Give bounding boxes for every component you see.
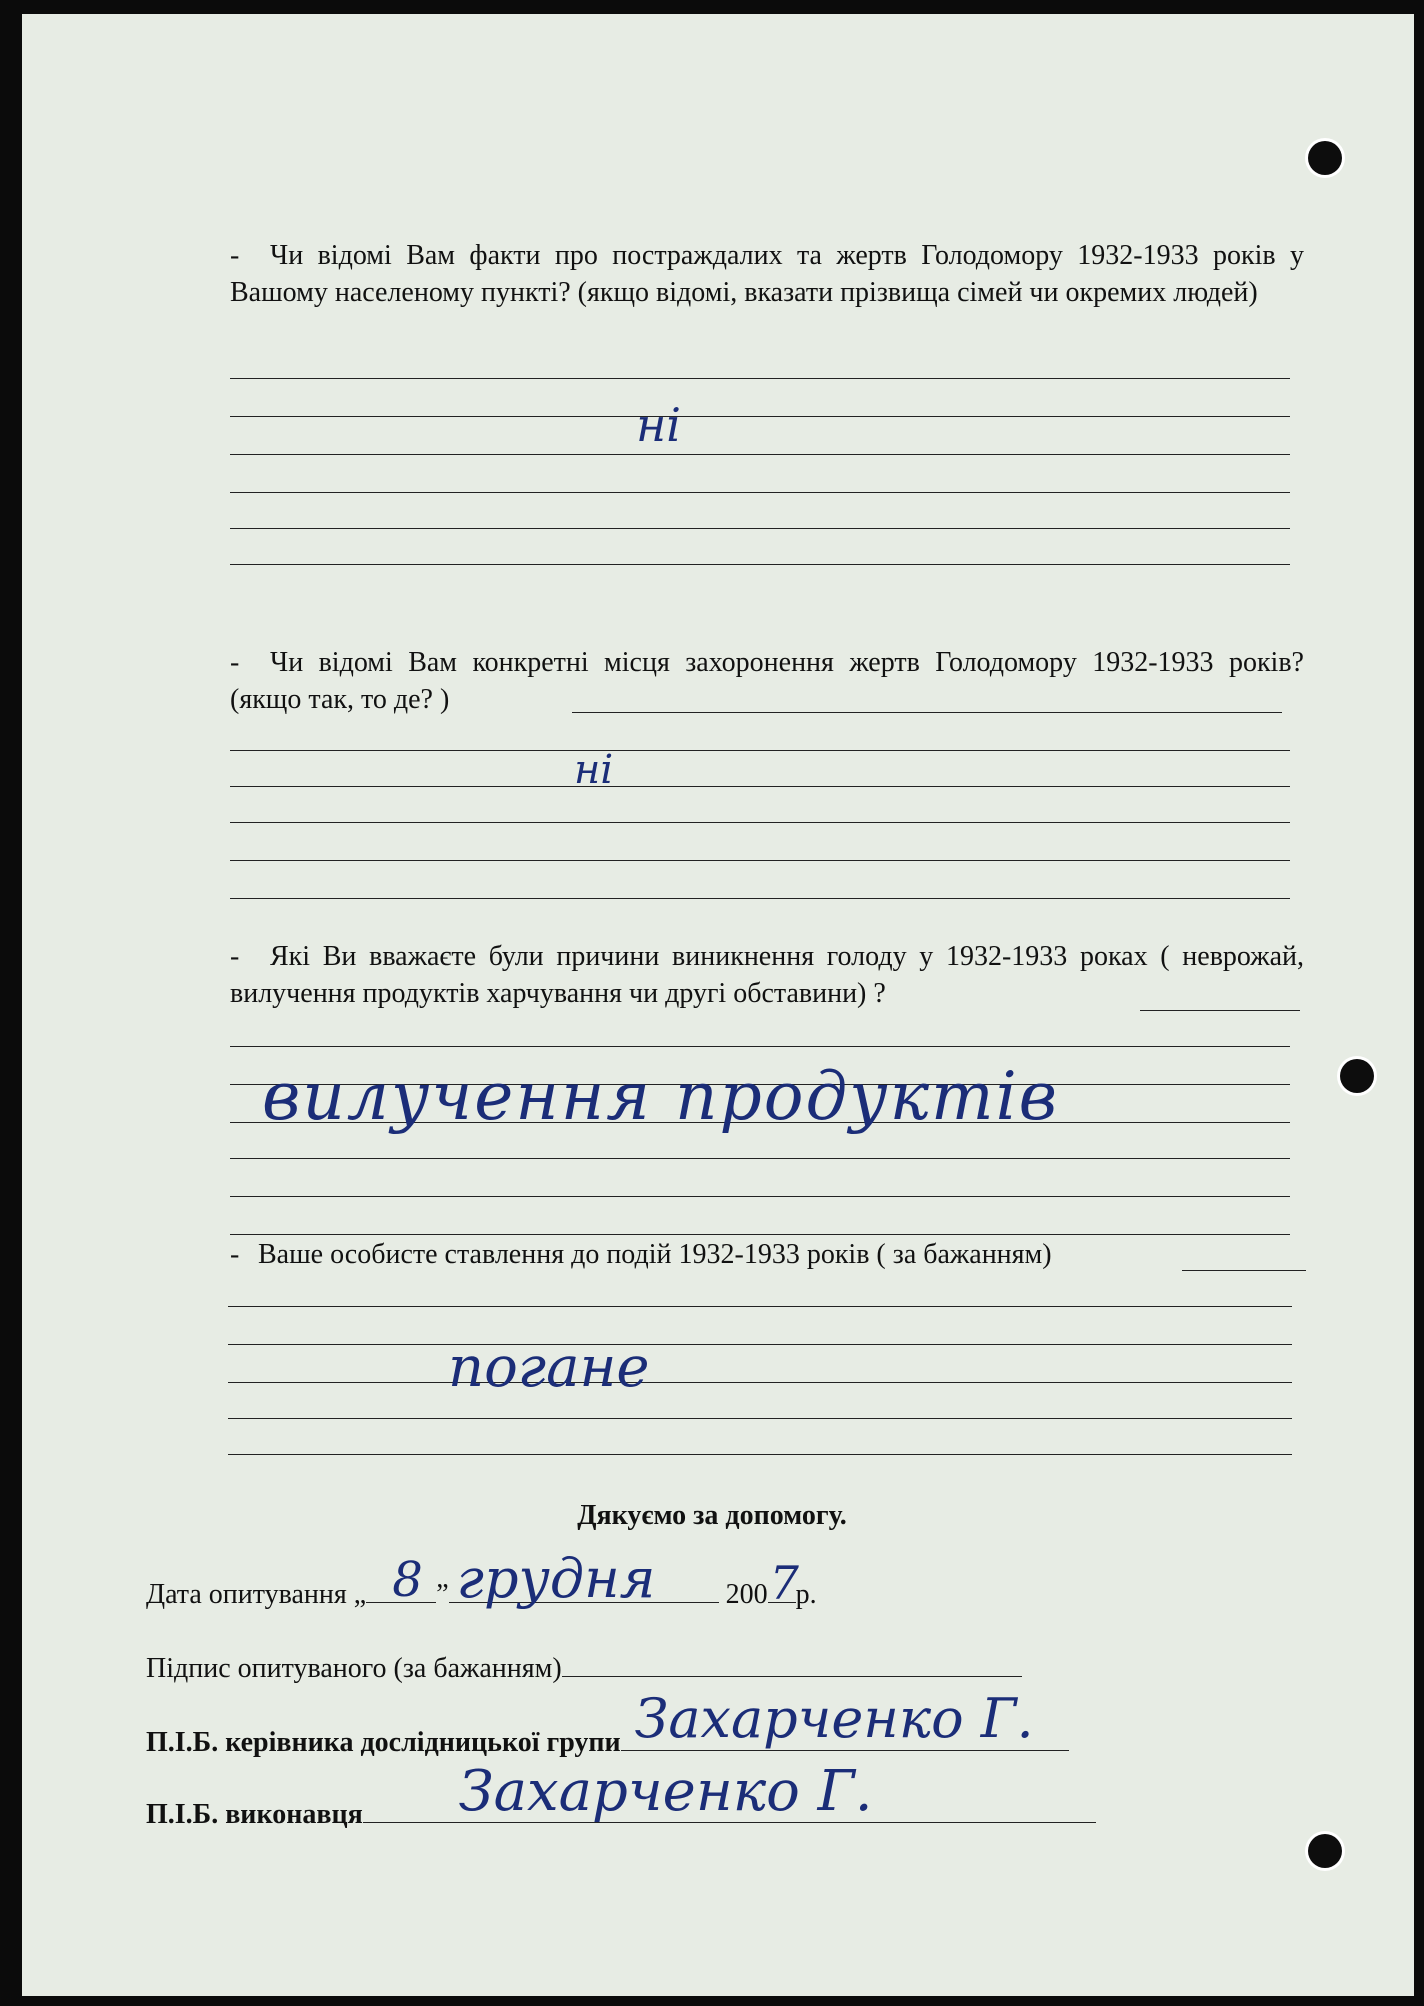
answer-line bbox=[230, 1196, 1290, 1197]
question-dash: - bbox=[230, 240, 240, 271]
date-year-field bbox=[768, 1556, 799, 1610]
date-year-prefix: 200 bbox=[725, 1579, 768, 1610]
punch-hole-bottom bbox=[1308, 1834, 1342, 1868]
answer-line bbox=[228, 1454, 1292, 1455]
answer-line bbox=[230, 898, 1290, 899]
survey-date-label: Дата опитування bbox=[146, 1579, 347, 1610]
answer-line bbox=[1182, 1270, 1306, 1271]
question-3-text: Які Ви вважаєте були причини виникнення голоду у 1932-1933 роках ( неврожай, вилучення продуктів харчування чи другі обставини) ? bbox=[230, 941, 1304, 1009]
answer-line bbox=[228, 1418, 1292, 1419]
group-leader-label: П.І.Б. керівника дослідницької групи bbox=[146, 1727, 621, 1758]
answer-2-handwritten: ні bbox=[574, 747, 614, 793]
thanks-heading: Дякуємо за допомогу. bbox=[577, 1500, 847, 1531]
question-4-text: Ваше особисте ставлення до подій 1932-1933 років ( за бажанням) bbox=[258, 1239, 1052, 1270]
answer-line bbox=[230, 564, 1290, 565]
date-month-handwritten: грудня bbox=[456, 1547, 656, 1610]
date-year-handwritten: 7 bbox=[769, 1556, 799, 1610]
date-month-field bbox=[449, 1547, 719, 1610]
answer-3-handwritten: вилучення продуктів bbox=[262, 1058, 1060, 1135]
date-day-field bbox=[366, 1552, 436, 1608]
answer-line bbox=[230, 378, 1290, 379]
answer-line bbox=[228, 1382, 1292, 1383]
answer-line bbox=[230, 750, 1290, 751]
question-dash: - bbox=[230, 941, 240, 972]
answer-line bbox=[572, 712, 1282, 713]
question-4 bbox=[230, 1236, 1304, 1273]
answer-line bbox=[230, 1158, 1290, 1159]
answer-line bbox=[230, 1046, 1290, 1047]
answer-line bbox=[230, 416, 1290, 417]
respondent-signature-field bbox=[562, 1648, 1022, 1677]
answer-line bbox=[230, 454, 1290, 455]
survey-date-row bbox=[146, 1547, 817, 1611]
answer-line bbox=[230, 822, 1290, 823]
respondent-signature-row bbox=[146, 1648, 1022, 1685]
answer-4-handwritten: погане bbox=[448, 1335, 650, 1400]
punch-hole-middle bbox=[1340, 1059, 1374, 1093]
executor-handwritten: Захарченко Г. bbox=[458, 1759, 873, 1824]
question-3 bbox=[230, 938, 1304, 1012]
executor-row bbox=[146, 1759, 1096, 1831]
question-dash: - bbox=[230, 647, 240, 678]
answer-line bbox=[228, 1306, 1292, 1307]
answer-line bbox=[230, 1234, 1290, 1235]
question-1-text: Чи відомі Вам факти про постраждалих та жертв Голодомору 1932-1933 років у Вашому населеному пункті? (якщо відомі, вказати прізвища сімей чи окремих людей) bbox=[230, 240, 1304, 308]
answer-1-handwritten: ні bbox=[636, 398, 682, 452]
answer-line bbox=[230, 528, 1290, 529]
answer-line bbox=[1140, 1010, 1300, 1011]
group-leader-field bbox=[621, 1687, 1069, 1751]
question-2 bbox=[230, 644, 1304, 718]
answer-line bbox=[230, 786, 1290, 787]
date-day-handwritten: 8 bbox=[392, 1552, 423, 1608]
executor-label: П.І.Б. виконавця bbox=[146, 1799, 363, 1830]
date-year-suffix: р. bbox=[795, 1579, 817, 1610]
question-2-text: Чи відомі Вам конкретні місця захоронення жертв Голодомору 1932-1933 років? (якщо так, то де? ) bbox=[230, 647, 1304, 715]
answer-line bbox=[230, 860, 1290, 861]
group-leader-row bbox=[146, 1687, 1069, 1759]
question-dash: - bbox=[230, 1239, 240, 1270]
group-leader-handwritten: Захарченко Г. bbox=[634, 1687, 1034, 1750]
punch-hole-top bbox=[1308, 141, 1342, 175]
answer-line bbox=[228, 1344, 1292, 1345]
respondent-signature-label: Підпис опитуваного (за бажанням) bbox=[146, 1653, 562, 1684]
question-1 bbox=[230, 237, 1304, 311]
date-close-quote: ” bbox=[436, 1579, 449, 1610]
answer-line bbox=[230, 492, 1290, 493]
date-open-quote: „ bbox=[353, 1579, 367, 1610]
executor-field bbox=[363, 1759, 1096, 1824]
